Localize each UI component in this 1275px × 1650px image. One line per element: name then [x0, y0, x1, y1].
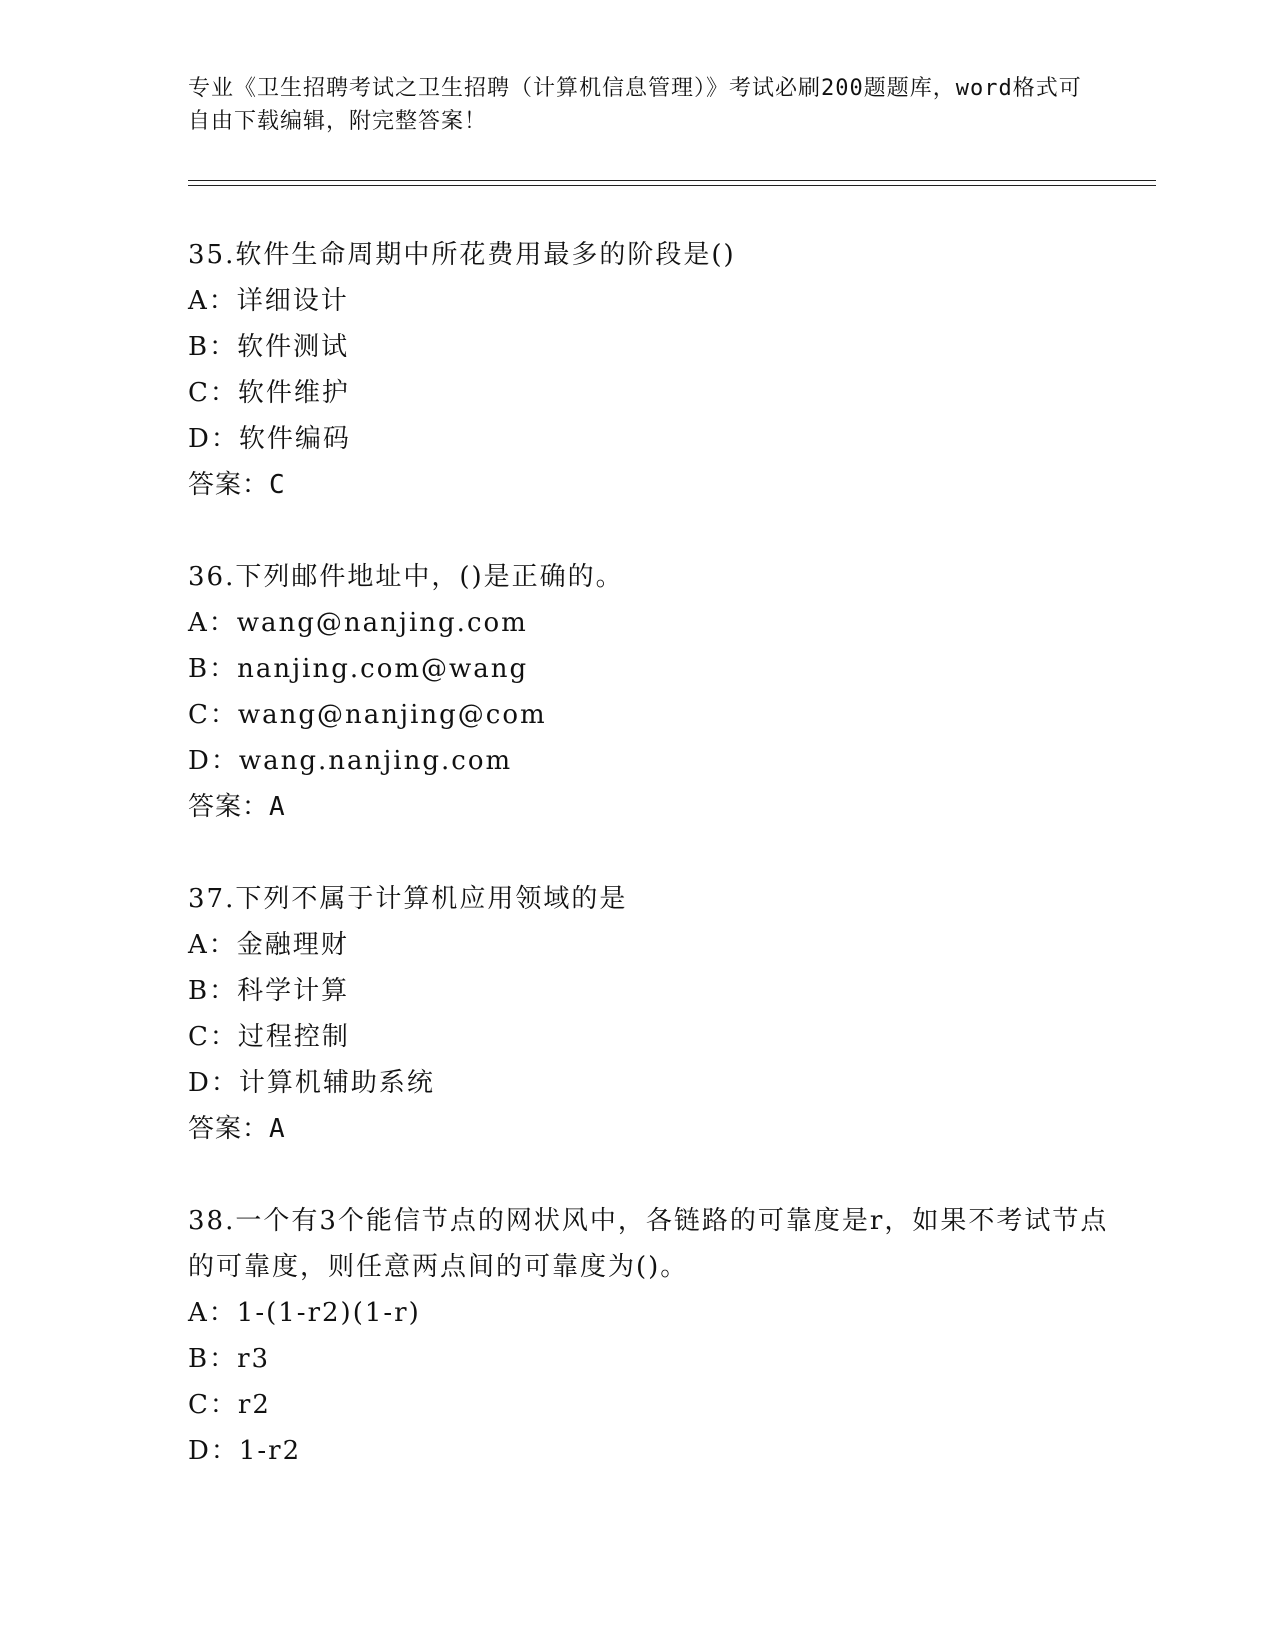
option-a: A：金融理财 [188, 930, 349, 960]
option-b: B：nanjing.com@wang [188, 654, 529, 684]
document-header [188, 72, 1088, 138]
question-list [188, 232, 1118, 1520]
header-divider-top [188, 180, 1156, 181]
option-b: B：r3 [188, 1344, 271, 1374]
question-38 [188, 1198, 1118, 1474]
question-37 [188, 876, 1118, 1152]
header-intro-text: 专业《卫生招聘考试之卫生招聘（计算机信息管理）》考试必刷200题题库，word格式可自由下载编辑，附完整答案！ [188, 76, 1082, 134]
question-stem: 38.一个有3个能信节点的网状风中，各链路的可靠度是r，如果不考试节点的可靠度，则任意两点间的可靠度为()。 [188, 1206, 1109, 1282]
option-c: C：软件维护 [188, 378, 350, 408]
answer-label: 答案：A [188, 1114, 286, 1144]
option-d: D：计算机辅助系统 [188, 1068, 435, 1098]
option-a: A：1-(1-r2)(1-r) [188, 1298, 421, 1328]
option-d: D：1-r2 [188, 1436, 302, 1466]
header-divider-bottom [188, 185, 1156, 186]
option-b: B：科学计算 [188, 976, 350, 1006]
option-d: D：wang.nanjing.com [188, 746, 513, 776]
answer-label: 答案：A [188, 792, 286, 822]
question-stem: 35.软件生命周期中所花费用最多的阶段是() [188, 240, 736, 270]
option-a: A：详细设计 [188, 286, 349, 316]
question-stem: 37.下列不属于计算机应用领域的是 [188, 884, 628, 914]
answer-label: 答案：C [188, 470, 286, 500]
option-c: C：r2 [188, 1390, 271, 1420]
question-36 [188, 554, 1118, 830]
option-a: A：wang@nanjing.com [188, 608, 528, 638]
question-35 [188, 232, 1118, 508]
option-c: C：过程控制 [188, 1022, 350, 1052]
option-c: C：wang@nanjing@com [188, 700, 547, 730]
option-d: D：软件编码 [188, 424, 351, 454]
question-stem: 36.下列邮件地址中，()是正确的。 [188, 562, 624, 592]
option-b: B：软件测试 [188, 332, 350, 362]
